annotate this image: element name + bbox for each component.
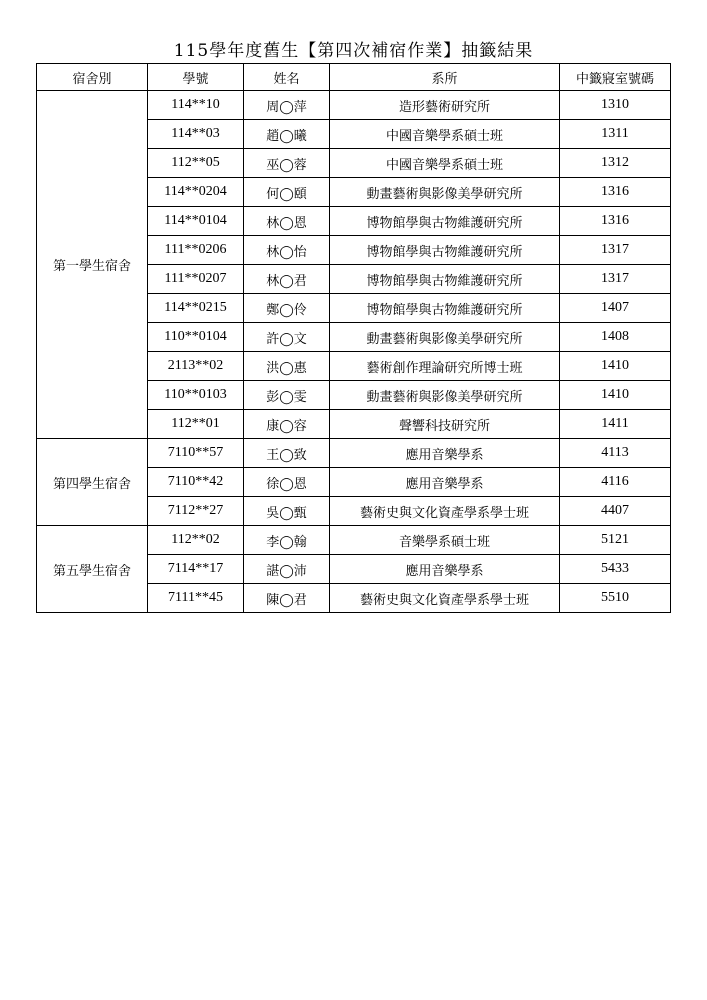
room-number-cell: 5433 xyxy=(560,555,671,584)
document-title: 115學年度舊生【第四次補宿作業】抽籤結果 xyxy=(173,41,534,61)
student-id-cell: 111**0206 xyxy=(148,236,244,265)
student-id-cell: 112**01 xyxy=(148,410,244,439)
table-row xyxy=(37,526,671,555)
student-id-cell: 2113**02 xyxy=(148,352,244,381)
student-name-cell: 康◯容 xyxy=(244,410,330,439)
department-cell: 聲響科技研究所 xyxy=(330,410,560,439)
room-number-cell: 4116 xyxy=(560,468,671,497)
room-number-cell: 1317 xyxy=(560,236,671,265)
student-name-cell: 李◯翰 xyxy=(244,526,330,555)
student-id-cell: 112**02 xyxy=(148,526,244,555)
student-name-cell: 鄭◯伶 xyxy=(244,294,330,323)
student-name-cell: 何◯頤 xyxy=(244,178,330,207)
room-number-cell: 1408 xyxy=(560,323,671,352)
student-name-cell: 林◯君 xyxy=(244,265,330,294)
student-id-cell: 110**0104 xyxy=(148,323,244,352)
student-name-cell: 吳◯甄 xyxy=(244,497,330,526)
student-id-cell: 112**05 xyxy=(148,149,244,178)
department-cell: 中國音樂學系碩士班 xyxy=(330,149,560,178)
student-id-cell: 114**0104 xyxy=(148,207,244,236)
room-number-cell: 5510 xyxy=(560,584,671,613)
student-name-cell: 徐◯恩 xyxy=(244,468,330,497)
student-id-cell: 111**0207 xyxy=(148,265,244,294)
department-cell: 動畫藝術與影像美學研究所 xyxy=(330,381,560,410)
department-cell: 博物館學與古物維護研究所 xyxy=(330,236,560,265)
room-number-cell: 1410 xyxy=(560,381,671,410)
table-row xyxy=(37,91,671,120)
room-number-cell: 1310 xyxy=(560,91,671,120)
room-number-cell: 1316 xyxy=(560,207,671,236)
room-number-cell: 4407 xyxy=(560,497,671,526)
student-id-cell: 7112**27 xyxy=(148,497,244,526)
header-room-number: 中籤寢室號碼 xyxy=(560,64,671,91)
student-name-cell: 趙◯曦 xyxy=(244,120,330,149)
student-id-cell: 114**03 xyxy=(148,120,244,149)
student-id-cell: 114**10 xyxy=(148,91,244,120)
department-cell: 應用音樂學系 xyxy=(330,555,560,584)
dorm-cell: 第一學生宿舍 xyxy=(37,91,148,439)
room-number-cell: 1312 xyxy=(560,149,671,178)
department-cell: 動畫藝術與影像美學研究所 xyxy=(330,323,560,352)
header-department: 系所 xyxy=(330,64,560,91)
student-id-cell: 7114**17 xyxy=(148,555,244,584)
department-cell: 博物館學與古物維護研究所 xyxy=(330,265,560,294)
student-id-cell: 114**0215 xyxy=(148,294,244,323)
table-header-row xyxy=(37,64,671,91)
department-cell: 應用音樂學系 xyxy=(330,468,560,497)
student-name-cell: 陳◯君 xyxy=(244,584,330,613)
student-name-cell: 巫◯蓉 xyxy=(244,149,330,178)
department-cell: 藝術史與文化資產學系學士班 xyxy=(330,497,560,526)
student-name-cell: 洪◯惠 xyxy=(244,352,330,381)
room-number-cell: 1316 xyxy=(560,178,671,207)
student-name-cell: 許◯文 xyxy=(244,323,330,352)
student-name-cell: 林◯怡 xyxy=(244,236,330,265)
department-cell: 博物館學與古物維護研究所 xyxy=(330,294,560,323)
student-id-cell: 7110**57 xyxy=(148,439,244,468)
header-name: 姓名 xyxy=(244,64,330,91)
student-id-cell: 7110**42 xyxy=(148,468,244,497)
header-dorm: 宿舍別 xyxy=(37,64,148,91)
header-student-id: 學號 xyxy=(148,64,244,91)
department-cell: 音樂學系碩士班 xyxy=(330,526,560,555)
room-number-cell: 1410 xyxy=(560,352,671,381)
department-cell: 博物館學與古物維護研究所 xyxy=(330,207,560,236)
student-id-cell: 110**0103 xyxy=(148,381,244,410)
student-name-cell: 諶◯沛 xyxy=(244,555,330,584)
student-id-cell: 7111**45 xyxy=(148,584,244,613)
student-id-cell: 114**0204 xyxy=(148,178,244,207)
department-cell: 應用音樂學系 xyxy=(330,439,560,468)
student-name-cell: 林◯恩 xyxy=(244,207,330,236)
student-name-cell: 王◯致 xyxy=(244,439,330,468)
room-number-cell: 1311 xyxy=(560,120,671,149)
dorm-cell: 第四學生宿舍 xyxy=(37,439,148,526)
department-cell: 中國音樂學系碩士班 xyxy=(330,120,560,149)
room-number-cell: 4113 xyxy=(560,439,671,468)
table-body xyxy=(37,91,671,613)
student-name-cell: 彭◯雯 xyxy=(244,381,330,410)
department-cell: 動畫藝術與影像美學研究所 xyxy=(330,178,560,207)
department-cell: 藝術創作理論研究所博士班 xyxy=(330,352,560,381)
room-number-cell: 1411 xyxy=(560,410,671,439)
lottery-result-table xyxy=(36,63,671,613)
department-cell: 藝術史與文化資產學系學士班 xyxy=(330,584,560,613)
student-name-cell: 周◯萍 xyxy=(244,91,330,120)
room-number-cell: 1317 xyxy=(560,265,671,294)
room-number-cell: 1407 xyxy=(560,294,671,323)
department-cell: 造形藝術研究所 xyxy=(330,91,560,120)
room-number-cell: 5121 xyxy=(560,526,671,555)
table-row xyxy=(37,439,671,468)
dorm-cell: 第五學生宿舍 xyxy=(37,526,148,613)
